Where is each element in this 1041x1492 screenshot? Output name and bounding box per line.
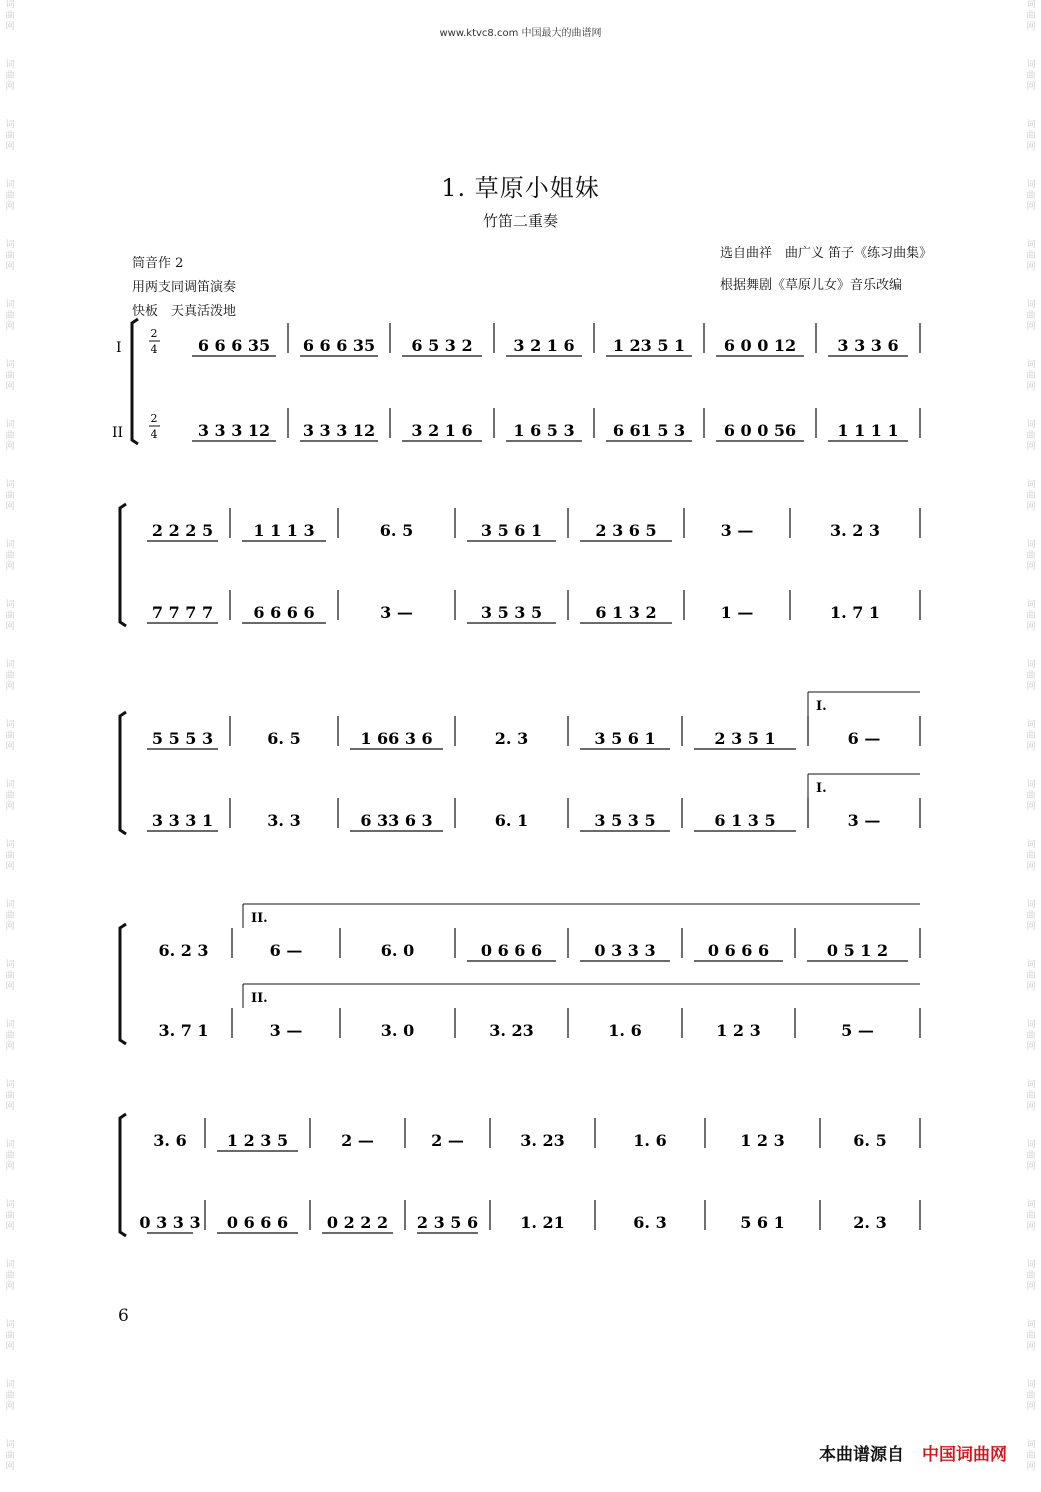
measure-notes: 3 2 1 6 [513,336,575,355]
measure-notes: 3 3 3 12 [197,421,271,440]
measure-notes: 6. 5 [379,521,414,540]
measure-notes: 6 6 6 35 [302,336,376,355]
source-url: www.ktvc8.com 中国最大的曲谱网 [439,28,602,39]
measure-notes: 6. 5 [853,1131,887,1150]
watermark-text: 词 曲 网 [5,300,15,332]
watermark-text: 词 曲 网 [5,840,15,872]
watermark-text: 词 曲 网 [1026,1260,1036,1292]
measure-notes: 1 — [720,603,754,622]
watermark-text: 词 曲 网 [5,600,15,632]
measure-notes: 6 — [847,729,881,748]
volta-label: II. [251,911,268,926]
measure-notes: 0 3 3 3 [139,1213,201,1232]
measure-notes: 6 0 0 12 [723,336,797,355]
watermark-text: 词 曲 网 [1026,1080,1036,1112]
piece-subtitle: 竹笛二重奏 [482,212,558,230]
watermark-text: 词 曲 网 [1026,1440,1036,1472]
watermark-text: 词 曲 网 [1026,840,1036,872]
watermark-text: 词 曲 网 [1026,300,1036,332]
watermark-text: 词 曲 网 [1026,480,1036,512]
measure-notes: 2. 3 [494,729,529,748]
measure-notes: 3 5 3 5 [594,811,656,830]
watermark-text: 词 曲 网 [5,1380,15,1412]
info-tempo: 快板 天真活泼地 [132,304,237,319]
time-signature-numerator: 2 [150,327,158,340]
measure-notes: 3 3 3 12 [302,421,376,440]
measure-notes: 1 2 3 [716,1021,761,1040]
part-label-1: I [116,340,122,356]
measure-notes: 3 2 1 6 [411,421,473,440]
measure-notes: 2 2 2 5 [151,521,214,540]
measure-notes: 1 1 1 3 [253,521,315,540]
measure-notes: 6. 2 3 [158,941,209,960]
measure-notes: 1. 21 [520,1213,565,1232]
watermark-text: 词 曲 网 [5,960,15,992]
measure-notes: 3. 3 [267,811,301,830]
watermark-text: 词 曲 网 [1026,1020,1036,1052]
watermark-text: 词 曲 网 [5,1020,15,1052]
measure-notes: 1. 7 1 [829,603,881,622]
watermark-text: 词 曲 网 [5,420,15,452]
measure-notes: 6 0 0 56 [723,421,797,440]
watermark-text: 词 曲 网 [1026,540,1036,572]
measure-notes: 3 5 3 5 [480,603,543,622]
measure-notes: 6 1 3 2 [595,603,657,622]
system-bracket [120,712,126,834]
measure-notes: 3 — [380,603,413,622]
measure-notes: 2 3 6 5 [595,521,657,540]
measure-notes: 2 3 5 1 [714,729,776,748]
measure-notes: 0 5 1 2 [826,941,889,960]
watermark-text: 词 曲 网 [5,60,15,92]
watermark-text: 词 曲 网 [1026,60,1036,92]
watermark-text: 词 曲 网 [5,360,15,392]
measure-notes: 0 2 2 2 [326,1213,389,1232]
measure-notes: 5 — [841,1021,874,1040]
measure-notes: 6. 0 [380,941,415,960]
watermark-text: 词 曲 网 [1026,420,1036,452]
system-bracket [132,319,138,444]
watermark-text: 词 曲 网 [5,480,15,512]
system-bracket [120,1114,126,1236]
measure-notes: 1 66 3 6 [360,729,433,748]
watermark-text: 词 曲 网 [5,540,15,572]
measure-notes: 3 3 3 6 [837,336,899,355]
measure-notes: 3 3 3 1 [151,811,214,830]
measure-notes: 0 3 3 3 [594,941,656,960]
info-key: 筒音作 2 [132,256,184,271]
measure-notes: 6 — [269,941,303,960]
measure-notes: 3. 23 [520,1131,565,1150]
watermark-text: 词 曲 网 [5,900,15,932]
measure-notes: 3 5 6 1 [480,521,543,540]
measure-notes: 3. 7 1 [158,1021,209,1040]
watermark-text: 词 曲 网 [5,0,15,32]
watermark-text: 词 曲 网 [5,720,15,752]
watermark-text: 词 曲 网 [1026,1380,1036,1412]
watermark-text: 词 曲 网 [5,120,15,152]
measure-notes: 6. 3 [633,1213,667,1232]
measure-notes: 2 — [341,1131,374,1150]
measure-notes: 3. 2 3 [829,521,881,540]
measure-notes: 1 6 5 3 [513,421,575,440]
measure-notes: 1 1 1 1 [837,421,899,440]
watermark-text: 词 曲 网 [1026,1140,1036,1172]
watermark-text: 词 曲 网 [5,660,15,692]
watermark-text: 词 曲 网 [5,180,15,212]
measure-notes: 3 — [269,1021,303,1040]
measure-notes: 7 7 7 7 [151,603,214,622]
measure-notes: 3 — [720,521,754,540]
measure-notes: 6 6 6 35 [197,336,271,355]
measure-notes: 6 6 6 6 [253,603,315,622]
measure-notes: 1 2 3 5 [226,1131,289,1150]
measure-notes: 5 6 1 [740,1213,785,1232]
measure-notes: 0 6 6 6 [480,941,543,960]
watermark-text: 词 曲 网 [1026,180,1036,212]
measure-notes: 3. 0 [380,1021,415,1040]
measure-notes: 2 — [431,1131,464,1150]
measure-notes: 3. 23 [489,1021,534,1040]
watermark-text: 词 曲 网 [5,1320,15,1352]
watermark-text: 词 曲 网 [5,1260,15,1292]
measure-notes: 6. 1 [494,811,529,830]
system-bracket [120,504,126,626]
watermark-text: 词 曲 网 [5,1080,15,1112]
measure-notes: 2. 3 [853,1213,887,1232]
volta-label: I. [816,699,827,714]
measure-notes: 6 33 6 3 [360,811,433,830]
measure-notes: 0 6 6 6 [707,941,770,960]
watermark-text: 词 曲 网 [1026,360,1036,392]
measure-notes: 6 1 3 5 [714,811,776,830]
watermark-text: 词 曲 网 [1026,900,1036,932]
footer-site-name: 中国词曲网 [922,1445,1007,1465]
watermark-text: 词 曲 网 [1026,1320,1036,1352]
watermark-text: 词 曲 网 [1026,0,1036,32]
time-signature-denominator: 4 [150,428,158,441]
measure-notes: 1. 6 [608,1021,642,1040]
measure-notes: 6 61 5 3 [612,421,686,440]
piece-title: 1. 草原小姐妹 [441,174,600,202]
measure-notes: 1 2 3 [740,1131,785,1150]
measure-notes: 3. 6 [153,1131,187,1150]
watermark-text: 词 曲 网 [5,240,15,272]
measure-notes: 2 3 5 6 [416,1213,479,1232]
info-source: 选自曲祥 曲广义 笛子《练习曲集》 [720,246,933,261]
measure-notes: 1. 6 [633,1131,667,1150]
volta-label: II. [251,991,268,1006]
part-label-2: II [112,425,124,441]
measure-notes: 6. 5 [267,729,301,748]
watermark-text: 词 曲 网 [1026,120,1036,152]
watermark-text: 词 曲 网 [5,780,15,812]
info-adaptation: 根据舞剧《草原儿女》音乐改编 [720,278,903,293]
watermark-text: 词 曲 网 [1026,780,1036,812]
measure-notes: 5 5 5 3 [151,729,214,748]
info-instrument: 用两支同调笛演奏 [132,280,237,295]
measure-notes: 6 5 3 2 [411,336,473,355]
time-signature-denominator: 4 [150,343,158,356]
watermark-text: 词 曲 网 [5,1440,15,1472]
watermark-text: 词 曲 网 [1026,600,1036,632]
system-bracket [120,924,126,1044]
watermark-text: 词 曲 网 [5,1200,15,1232]
measure-notes: 3 — [847,811,881,830]
measure-notes: 0 6 6 6 [226,1213,289,1232]
watermark-text: 词 曲 网 [1026,240,1036,272]
watermark-text: 词 曲 网 [1026,1200,1036,1232]
watermark-text: 词 曲 网 [5,1140,15,1172]
volta-label: I. [816,781,827,796]
watermark-text: 词 曲 网 [1026,720,1036,752]
time-signature-numerator: 2 [150,412,158,425]
footer-source-label: 本曲谱源自 [819,1445,904,1465]
footer-source [819,1440,1007,1465]
measure-notes: 1 23 5 1 [612,336,686,355]
watermark-text: 词 曲 网 [1026,660,1036,692]
page-number: 6 [118,1306,129,1326]
watermark-text: 词 曲 网 [1026,960,1036,992]
measure-notes: 3 5 6 1 [594,729,656,748]
